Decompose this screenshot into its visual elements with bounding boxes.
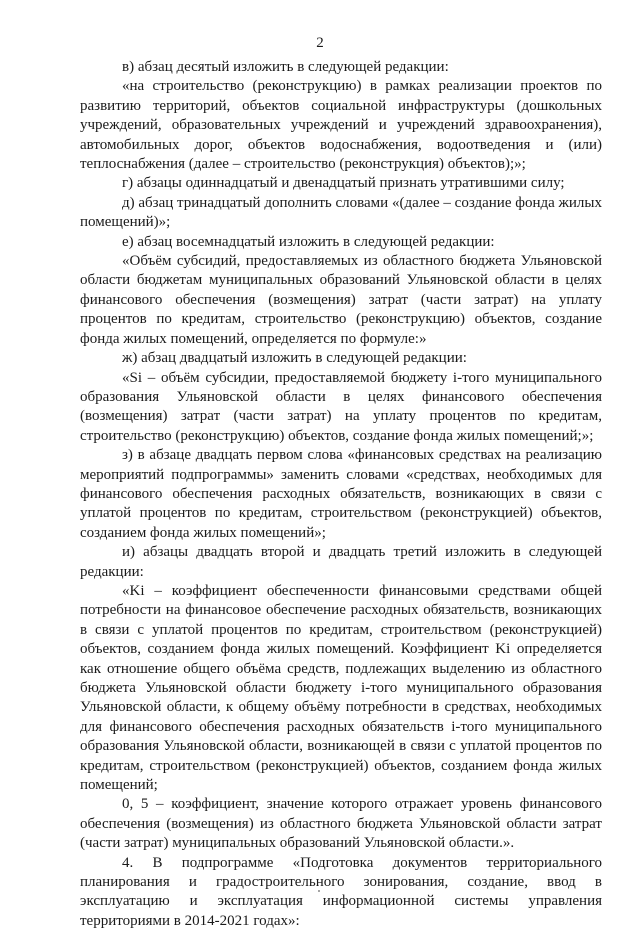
paragraph-g: г) абзацы одиннадцатый и двенадцатый признать утратившими силу; xyxy=(122,175,565,192)
paragraph-quote-construction: «на строительство (реконструкцию) в рамках реализации проектов по развитию территорий, объектов социальной инфраструктуры (дошкольных учреждений, образовательных учреждений и учреждений здравоохранения), автомобильных дорог, объектов водоснабжения, водоотведения и (или) теплоснабжения (далее – строительство (реконструкция) объектов);»; xyxy=(80,78,602,173)
paragraph-v: в) абзац десятый изложить в следующей редакции: xyxy=(122,59,449,75)
document-body xyxy=(80,58,602,931)
page-number: 2 xyxy=(316,35,324,51)
paragraph-coefficient: 0, 5 – коэффициент, значение которого отражает уровень финансового обеспечения (возмещения) из областного бюджета Ульяновской области затрат (части затрат) муниципальных образований Ульяновской области.». xyxy=(80,796,602,852)
paragraph-quote-subsidy-volume: «Объём субсидий, предоставляемых из областного бюджета Ульяновской области бюджетам муниципальных образований Ульяновской области в целях финансового обеспечения (возмещения) затрат (части затрат) на уплату процентов по кредитам, строительство (реконструкцию) объектов, создание фонда жилых помещений, определяется по формуле:» xyxy=(80,253,602,347)
paragraph-i: и) абзацы двадцать второй и двадцать третий изложить в следующей редакции: xyxy=(80,544,602,580)
paragraph-quote-si: «Si – объём субсидии, предоставляемой бюджету i-того муниципального образования Ульяновской области в целях финансового обеспечения (возмещения) затрат (части затрат) на уплату процентов по кредитам, строительство (реконструкцию) объектов, создание фонда жилых помещений;»; xyxy=(80,369,602,444)
paragraph-z: з) в абзаце двадцать первом слова «финансовых средствах на реализацию мероприятий подпрограммы» заменить словами «средствах, необходимых для финансового обеспечения расходных обязательств, возникающих в связи с уплатой процентов по кредитам, строительством (реконструкцией) объектов, созданием фонда жилых помещений»; xyxy=(80,447,602,541)
scan-speck xyxy=(318,890,320,892)
paragraph-zh: ж) абзац двадцатый изложить в следующей редакции: xyxy=(122,350,467,367)
paragraph-item-4: 4. В подпрограмме «Подготовка документов территориального планирования и градостроительного зонирования, создание, ввод в эксплуатацию и эксплуатация информационной системы управления территориями в 2014-2021 годах»: xyxy=(80,854,602,929)
paragraph-e: е) абзац восемнадцатый изложить в следующей редакции: xyxy=(122,233,495,250)
paragraph-quote-ki: «Ki – коэффициент обеспеченности финансовыми средствами общей потребности на финансовое обеспечение расходных обязательств, возникающих в связи с уплатой процентов по кредитам, строительством (реконструкцией) объектов, созданием фонда жилых помещений. Коэффициент Ki определяется как отношение общего объёма средств, подлежащих выделению из областного бюджета Ульяновской области бюджету i-того муниципального образования Ульяновской области, к общему объёму потребности в средствах, необходимых для финансового обеспечения расходных обязательств i-того муниципального образования Ульяновской области, возникающей в связи с уплатой процентов по кредитам, строительством (реконструкцией) объектов, созданием фонда жилых помещений; xyxy=(80,582,602,794)
paragraph-d: д) абзац тринадцатый дополнить словами «(далее – создание фонда жилых помещений)»; xyxy=(80,194,602,231)
